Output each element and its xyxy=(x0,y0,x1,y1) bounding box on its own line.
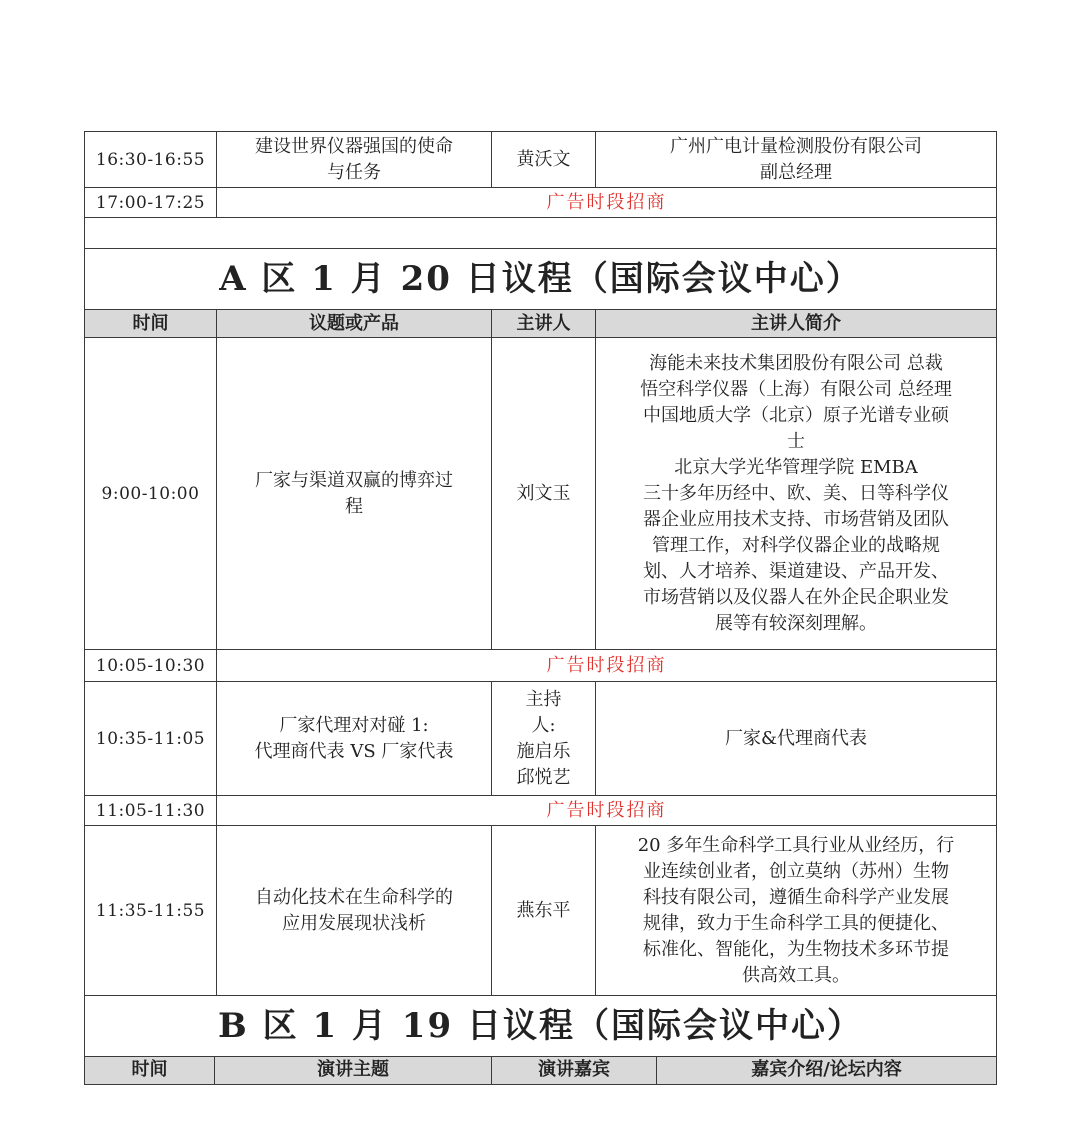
header-time: 时间 xyxy=(85,310,217,338)
table-row xyxy=(85,650,997,682)
topic-line: 应用发展现状浅析 xyxy=(282,912,426,934)
speaker-cell xyxy=(492,682,596,796)
intro-line: 市场营销以及仪器人在外企民企职业发 xyxy=(643,586,949,608)
ad-slot-text: 广告时段招商 xyxy=(217,650,997,682)
speaker-line: 主持 xyxy=(525,688,562,710)
intro-line: 标准化、智能化，为生物技术多环节提 xyxy=(643,938,949,960)
header-time: 时间 xyxy=(85,1056,215,1084)
section-title-row xyxy=(85,996,997,1057)
topic-cell xyxy=(217,132,492,188)
intro-line: 悟空科学仪器（上海）有限公司 总经理 xyxy=(640,378,952,400)
topic-cell xyxy=(217,826,492,996)
intro-line: 器企业应用技术支持、市场营销及团队 xyxy=(643,508,949,530)
header-row xyxy=(85,1056,997,1084)
intro-cell xyxy=(596,132,997,188)
intro-line: 士 xyxy=(787,430,805,452)
topic-line: 厂家与渠道双赢的博弈过 xyxy=(255,469,453,491)
intro-cell xyxy=(596,338,997,650)
intro-line: 科技有限公司，遵循生命科学产业发展 xyxy=(643,886,949,908)
header-speaker: 主讲人 xyxy=(492,310,596,338)
header-speaker: 演讲嘉宾 xyxy=(492,1056,657,1084)
intro-line: 海能未来技术集团股份有限公司 总裁 xyxy=(649,352,943,374)
header-topic: 议题或产品 xyxy=(217,310,492,338)
intro-cell: 厂家&代理商代表 xyxy=(596,682,997,796)
header-intro: 主讲人简介 xyxy=(596,310,997,338)
speaker-cell: 燕东平 xyxy=(492,826,596,996)
intro-line: 中国地质大学（北京）原子光谱专业硕 xyxy=(643,404,949,426)
speaker-line: 人: xyxy=(531,714,556,736)
time-cell: 16:30-16:55 xyxy=(85,132,217,188)
time-cell: 10:05-10:30 xyxy=(85,650,217,682)
time-cell: 17:00-17:25 xyxy=(85,188,217,218)
speaker-line: 施启乐 xyxy=(516,740,571,762)
topic-line: 建设世界仪器强国的使命 xyxy=(255,135,453,157)
header-topic: 演讲主题 xyxy=(215,1056,492,1084)
table-row xyxy=(85,826,997,996)
section-b-title: B 区 1 月 19 日议程（国际会议中心） xyxy=(85,996,997,1057)
time-cell: 11:35-11:55 xyxy=(85,826,217,996)
intro-line: 供高效工具。 xyxy=(742,964,850,986)
table-row xyxy=(85,188,997,218)
blank-cell xyxy=(85,218,997,249)
agenda-document xyxy=(84,131,996,1085)
topic-line: 程 xyxy=(345,495,363,517)
topic-line: 厂家代理对对碰 1: xyxy=(279,714,429,736)
speaker-cell: 黄沃文 xyxy=(492,132,596,188)
intro-line: 规律，致力于生命科学工具的便捷化、 xyxy=(643,912,949,934)
intro-line: 业连续创业者，创立莫纳（苏州）生物 xyxy=(643,860,949,882)
intro-line: 广州广电计量检测股份有限公司 xyxy=(670,135,922,157)
table-row xyxy=(85,796,997,826)
topic-cell xyxy=(217,338,492,650)
topic-line: 代理商代表 VS 厂家代表 xyxy=(254,740,454,762)
topic-cell xyxy=(217,682,492,796)
time-cell: 9:00-10:00 xyxy=(85,338,217,650)
intro-line: 划、人才培养、渠道建设、产品开发、 xyxy=(643,560,949,582)
time-cell: 11:05-11:30 xyxy=(85,796,217,826)
intro-line: 副总经理 xyxy=(760,161,832,183)
intro-cell xyxy=(596,826,997,996)
speaker-cell: 刘文玉 xyxy=(492,338,596,650)
intro-line: 北京大学光华管理学院 EMBA xyxy=(674,456,918,478)
ad-slot-text: 广告时段招商 xyxy=(217,188,997,218)
time-cell: 10:35-11:05 xyxy=(85,682,217,796)
topic-line: 自动化技术在生命科学的 xyxy=(255,886,453,908)
section-title-row xyxy=(85,249,997,310)
section-a-title: A 区 1 月 20 日议程（国际会议中心） xyxy=(85,249,997,310)
topic-line: 与任务 xyxy=(327,161,381,183)
table-row xyxy=(85,132,997,188)
speaker-line: 邱悦艺 xyxy=(516,766,571,788)
header-intro: 嘉宾介绍/论坛内容 xyxy=(657,1056,997,1084)
header-row xyxy=(85,310,997,338)
agenda-table xyxy=(84,131,997,1057)
table-row xyxy=(85,338,997,650)
agenda-table-b-header xyxy=(84,1056,997,1085)
ad-slot-text: 广告时段招商 xyxy=(217,796,997,826)
intro-line: 20 多年生命科学工具行业从业经历，行 xyxy=(637,834,955,856)
intro-line: 三十多年历经中、欧、美、日等科学仪 xyxy=(643,482,949,504)
intro-line: 管理工作，对科学仪器企业的战略规 xyxy=(652,534,940,556)
table-row xyxy=(85,682,997,796)
intro-line: 展等有较深刻理解。 xyxy=(715,612,877,634)
blank-row xyxy=(85,218,997,249)
